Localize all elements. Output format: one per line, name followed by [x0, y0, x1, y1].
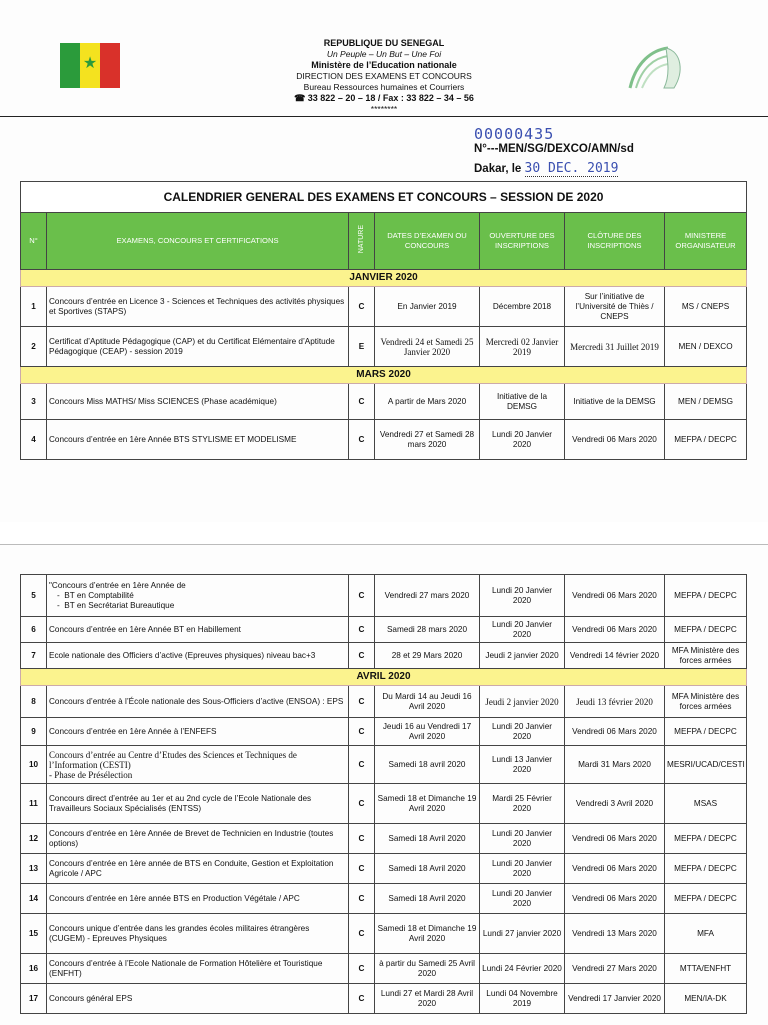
ministry: MSAS — [665, 784, 747, 824]
table-row — [21, 686, 747, 718]
opening-date: Jeudi 2 janvier 2020 — [480, 686, 565, 718]
nature: C — [349, 914, 375, 954]
senegal-flag-icon: ★ — [60, 43, 120, 88]
closing-date: Vendredi 06 Mars 2020 — [565, 617, 665, 643]
motto: Un Peuple – Un But – Une Foi — [326, 49, 442, 59]
exam-name: Certificat d’Aptitude Pédagogique (CAP) et du Certificat Elémentaire d’Aptitude Pédagogique (CEAP) - session 2019 — [47, 327, 349, 367]
opening-date: Lundi 20 Janvier 2020 — [480, 884, 565, 914]
exam-date: Samedi 18 Avril 2020 — [375, 824, 480, 854]
table-row — [21, 287, 747, 327]
nature: C — [349, 984, 375, 1014]
closing-date: Vendredi 06 Mars 2020 — [565, 884, 665, 914]
ministry: MEFPA / DECPC — [665, 575, 747, 617]
header-rule — [0, 116, 768, 117]
row-number: 10 — [21, 746, 47, 784]
row-number: 14 — [21, 884, 47, 914]
exam-name: Concours d’entrée en 1ère année BTS en Production Végétale / APC — [47, 884, 349, 914]
ministry: MEN / DEMSG — [665, 384, 747, 420]
table-row — [21, 327, 747, 367]
letterhead — [200, 38, 568, 115]
table-row — [21, 954, 747, 984]
nature: C — [349, 824, 375, 854]
nature: C — [349, 384, 375, 420]
nature: C — [349, 718, 375, 746]
nature: C — [349, 746, 375, 784]
exam-date: Samedi 18 avril 2020 — [375, 746, 480, 784]
ministry: MESRI/UCAD/CESTI — [665, 746, 747, 784]
table-row — [21, 784, 747, 824]
table-row — [21, 984, 747, 1014]
ministry-logo-icon — [622, 42, 690, 92]
exam-date: A partir de Mars 2020 — [375, 384, 480, 420]
exam-bullet-text: BT en Secrétariat Bureautique — [64, 600, 175, 610]
row-number: 13 — [21, 854, 47, 884]
exam-date: Lundi 27 et Mardi 28 Avril 2020 — [375, 984, 480, 1014]
ministry: MEFPA / DECPC — [665, 884, 747, 914]
row-number: 9 — [21, 718, 47, 746]
calendar-table-continued — [20, 574, 747, 1014]
opening-date: Initiative de la DEMSG — [480, 384, 565, 420]
nature: C — [349, 686, 375, 718]
ministry: MEFPA / DECPC — [665, 718, 747, 746]
month-label: MARS 2020 — [21, 367, 747, 384]
exam-phase: - Phase de Présélection — [49, 769, 133, 780]
closing-date: Vendredi 06 Mars 2020 — [565, 718, 665, 746]
row-number: 4 — [21, 420, 47, 460]
exam-name — [47, 575, 349, 617]
col-header-nature — [349, 213, 375, 270]
row-number: 2 — [21, 327, 47, 367]
closing-date: Sur l’initiative de l’Université de Thiès / CNEPS — [565, 287, 665, 327]
opening-date: Lundi 20 Janvier 2020 — [480, 575, 565, 617]
nature: E — [349, 327, 375, 367]
table-header-row — [21, 213, 747, 270]
row-number: 7 — [21, 643, 47, 669]
date-stamp: 30 DEC. 2019 — [524, 161, 619, 176]
exam-date: Samedi 18 et Dimanche 19 Avril 2020 — [375, 784, 480, 824]
exam-bullet: - BT en Secrétariat Bureautique — [57, 600, 175, 610]
table-title: CALENDRIER GENERAL DES EXAMENS ET CONCOURS – SESSION DE 2020 — [21, 182, 747, 213]
nature: C — [349, 643, 375, 669]
ministry: MS / CNEPS — [665, 287, 747, 327]
country-name: REPUBLIQUE DU SENEGAL — [323, 38, 445, 48]
opening-date: Lundi 20 Janvier 2020 — [480, 420, 565, 460]
opening-date: Mercredi 02 Janvier 2019 — [480, 327, 565, 367]
opening-date: Décembre 2018 — [480, 287, 565, 327]
nature: C — [349, 420, 375, 460]
ministry: MFA — [665, 914, 747, 954]
col-header-ministry: MINISTERE ORGANISATEUR — [665, 213, 747, 270]
ministry: MEFPA / DECPC — [665, 854, 747, 884]
row-number: 17 — [21, 984, 47, 1014]
exam-date: Samedi 18 Avril 2020 — [375, 884, 480, 914]
opening-date: Lundi 20 Janvier 2020 — [480, 617, 565, 643]
closing-date: Vendredi 3 Avril 2020 — [565, 784, 665, 824]
exam-name: Concours d’entrée en Licence 3 - Sciences et Techniques des activités physiques et Sportives (STAPS) — [47, 287, 349, 327]
closing-date: Mercredi 31 Juillet 2019 — [565, 327, 665, 367]
exam-name: Concours général EPS — [47, 984, 349, 1014]
table-row — [21, 575, 747, 617]
table-row — [21, 718, 747, 746]
exam-name: Concours d’entrée à l’Ecole Nationale de Formation Hôtelière et Touristique (ENFHT) — [47, 954, 349, 984]
exam-date: Jeudi 16 au Vendredi 17 Avril 2020 — [375, 718, 480, 746]
exam-name: Concours unique d’entrée dans les grandes écoles militaires étrangères (CUGEM) - Epreuves Physiques — [47, 914, 349, 954]
exam-heading: "Concours d’entrée en 1ère Année de — [49, 580, 186, 590]
month-row — [21, 270, 747, 287]
nature: C — [349, 575, 375, 617]
ministry: MEFPA / DECPC — [665, 824, 747, 854]
exam-name — [47, 746, 349, 784]
exam-name: Ecole nationale des Officiers d’active (Epreuves physiques) niveau bac+3 — [47, 643, 349, 669]
direction-name: DIRECTION DES EXAMENS ET CONCOURS — [296, 71, 472, 81]
closing-date: Vendredi 27 Mars 2020 — [565, 954, 665, 984]
number-prefix: N° — [474, 143, 487, 155]
col-header-exam: EXAMENS, CONCOURS ET CERTIFICATIONS — [47, 213, 349, 270]
bureau-name: Bureau Ressources humaines et Courriers — [303, 82, 465, 92]
exam-date: Vendredi 24 et Samedi 25 Janvier 2020 — [375, 327, 480, 367]
table-row — [21, 824, 747, 854]
row-number: 5 — [21, 575, 47, 617]
table-row — [21, 854, 747, 884]
closing-date: Vendredi 14 février 2020 — [565, 643, 665, 669]
row-number: 6 — [21, 617, 47, 643]
opening-date: Lundi 04 Novembre 2019 — [480, 984, 565, 1014]
col-header-dates: DATES D’EXAMEN OU CONCOURS — [375, 213, 480, 270]
page-gap — [0, 522, 768, 544]
reference-block — [474, 125, 634, 176]
nature-label: NATURE — [357, 225, 365, 254]
closing-date: Initiative de la DEMSG — [565, 384, 665, 420]
opening-date: Lundi 13 Janvier 2020 — [480, 746, 565, 784]
opening-date: Lundi 20 Janvier 2020 — [480, 718, 565, 746]
table-row — [21, 914, 747, 954]
exam-date: Samedi 18 Avril 2020 — [375, 854, 480, 884]
opening-date: Lundi 20 Janvier 2020 — [480, 824, 565, 854]
exam-name: Concours d’entrée en 1ère Année BT en Habillement — [47, 617, 349, 643]
opening-date: Lundi 24 Février 2020 — [480, 954, 565, 984]
table-row — [21, 420, 747, 460]
reference-code: ---MEN/SG/DEXCO/AMN/sd — [486, 143, 634, 155]
exam-name: Concours d’entrée en 1ère année de BTS en Conduite, Gestion et Exploitation Agricole / APC — [47, 854, 349, 884]
table-row — [21, 746, 747, 784]
closing-date: Vendredi 06 Mars 2020 — [565, 420, 665, 460]
row-number: 15 — [21, 914, 47, 954]
phone-fax: ☎ 33 822 – 20 – 18 / Fax : 33 822 – 34 – 56 — [294, 93, 474, 103]
number-stamp: 00000435 — [474, 125, 555, 143]
closing-date: Vendredi 17 Janvier 2020 — [565, 984, 665, 1014]
col-header-num: N° — [21, 213, 47, 270]
table-row — [21, 643, 747, 669]
exam-name: Concours d’entrée en 1ère Année BTS STYLISME ET MODELISME — [47, 420, 349, 460]
closing-date: Vendredi 13 Mars 2020 — [565, 914, 665, 954]
exam-date: En Janvier 2019 — [375, 287, 480, 327]
ministry: MTTA/ENFHT — [665, 954, 747, 984]
table-row — [21, 617, 747, 643]
table-row — [21, 884, 747, 914]
nature: C — [349, 884, 375, 914]
exam-name: Concours d’entrée en 1ère Année à l’ENFEFS — [47, 718, 349, 746]
nature: C — [349, 287, 375, 327]
separator-stars: ******** — [370, 104, 398, 114]
opening-date: Lundi 27 janvier 2020 — [480, 914, 565, 954]
exam-bullet-text: BT en Comptabilité — [64, 590, 134, 600]
col-header-closing: CLÔTURE DES INSCRIPTIONS — [565, 213, 665, 270]
ministry: MEFPA / DECPC — [665, 617, 747, 643]
exam-date: Vendredi 27 et Samedi 28 mars 2020 — [375, 420, 480, 460]
ministry: MEN / DEXCO — [665, 327, 747, 367]
page-two — [0, 544, 768, 1025]
row-number: 12 — [21, 824, 47, 854]
month-label: AVRIL 2020 — [21, 669, 747, 686]
col-header-opening: OUVERTURE DES INSCRIPTIONS — [480, 213, 565, 270]
exam-date: Du Mardi 14 au Jeudi 16 Avril 2020 — [375, 686, 480, 718]
closing-date: Mardi 31 Mars 2020 — [565, 746, 665, 784]
row-number: 8 — [21, 686, 47, 718]
exam-name: Concours d’entrée à l’École nationale des Sous-Officiers d’active (ENSOA) : EPS — [47, 686, 349, 718]
exam-date: Vendredi 27 mars 2020 — [375, 575, 480, 617]
row-number: 16 — [21, 954, 47, 984]
nature: C — [349, 954, 375, 984]
ministry: MFA Ministère des forces armées — [665, 686, 747, 718]
ministry: MFA Ministère des forces armées — [665, 643, 747, 669]
opening-date: Mardi 25 Février 2020 — [480, 784, 565, 824]
row-number: 3 — [21, 384, 47, 420]
row-number: 11 — [21, 784, 47, 824]
month-row — [21, 669, 747, 686]
exam-name: Concours direct d’entrée au 1er et au 2nd cycle de l’Ecole Nationale des Travailleurs Sociaux Spécialisés (ENTSS) — [47, 784, 349, 824]
calendar-table — [20, 181, 747, 460]
exam-name: Concours Miss MATHS/ Miss SCIENCES (Phase académique) — [47, 384, 349, 420]
opening-date: Lundi 20 Janvier 2020 — [480, 854, 565, 884]
nature: C — [349, 617, 375, 643]
exam-date: Samedi 28 mars 2020 — [375, 617, 480, 643]
month-row — [21, 367, 747, 384]
month-label: JANVIER 2020 — [21, 270, 747, 287]
closing-date: Jeudi 13 février 2020 — [565, 686, 665, 718]
exam-bullet: - BT en Comptabilité — [57, 590, 134, 600]
exam-date: à partir du Samedi 25 Avril 2020 — [375, 954, 480, 984]
ministry-name: Ministère de l’Education nationale — [311, 60, 457, 70]
ministry: MEN/IA-DK — [665, 984, 747, 1014]
exam-date: Samedi 18 et Dimanche 19 Avril 2020 — [375, 914, 480, 954]
nature: C — [349, 854, 375, 884]
closing-date: Vendredi 06 Mars 2020 — [565, 854, 665, 884]
opening-date: Jeudi 2 janvier 2020 — [480, 643, 565, 669]
exam-name: Concours d’entrée en 1ère Année de Brevet de Technicien en Industrie (toutes options) — [47, 824, 349, 854]
exam-heading: Concours d’entrée au Centre d’Etudes des Sciences et Techniques de l’Information (CESTI) — [49, 749, 297, 770]
table-row — [21, 384, 747, 420]
closing-date: Vendredi 06 Mars 2020 — [565, 575, 665, 617]
closing-date: Vendredi 06 Mars 2020 — [565, 824, 665, 854]
row-number: 1 — [21, 287, 47, 327]
ministry: MEFPA / DECPC — [665, 420, 747, 460]
nature: C — [349, 784, 375, 824]
dakar-label: Dakar, le — [474, 163, 522, 175]
exam-date: 28 et 29 Mars 2020 — [375, 643, 480, 669]
